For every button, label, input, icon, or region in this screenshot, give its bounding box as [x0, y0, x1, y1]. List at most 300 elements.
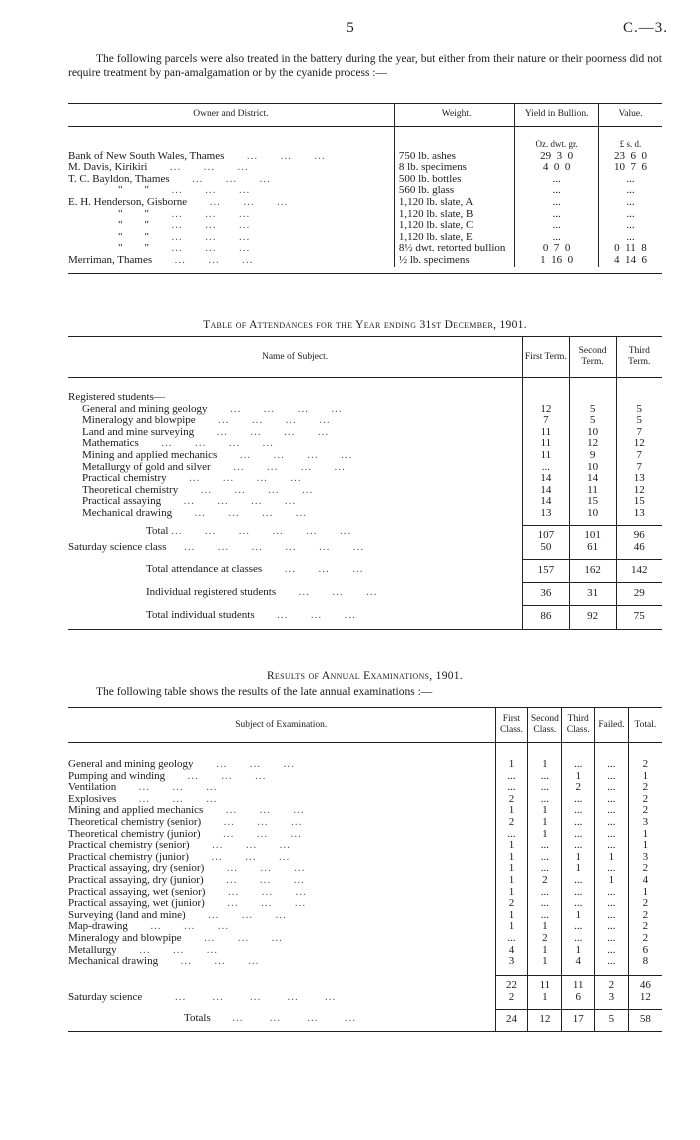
exam-subject-cell: Practical assaying, dry (senior) ... ... ...	[68, 862, 306, 875]
attendance-subject: Mineralogy and blowpipe	[82, 414, 196, 427]
parcel-owner: " "	[118, 230, 149, 243]
parcel-weight: 8 lb. specimens	[394, 162, 515, 174]
exam-subject-cell: Mechanical drawing ... ... ...	[68, 955, 260, 968]
exam-subject-cell: General and mining geology ... ... ...	[68, 758, 295, 770]
parcel-owner-cell: " " ... ... ...	[68, 232, 394, 244]
totals-second: 12	[528, 1009, 562, 1025]
header-owner: Owner and District.	[193, 109, 269, 120]
exam-subject: Practical chemistry (senior)	[68, 839, 190, 852]
results-third: 1	[562, 863, 595, 875]
results-second: 1	[528, 805, 562, 817]
attendance-table	[68, 336, 662, 630]
summary-third: 142	[616, 559, 662, 576]
attendance-first: 14	[523, 485, 569, 497]
parcel-value: ...	[598, 197, 662, 209]
saturday-second: 61	[569, 542, 616, 554]
group-label: Registered students—	[68, 391, 165, 403]
parcel-value: 4 14 6	[598, 255, 662, 267]
exam-subject: Explosives	[68, 792, 117, 805]
parcel-yield: 1 16 0	[515, 255, 599, 267]
results-second: ...	[528, 887, 562, 899]
attendance-title: Table of Attendances for the Year ending 31st December, 1901.	[203, 319, 527, 331]
attendance-third: 13	[616, 473, 662, 485]
attendance-third: 12	[616, 485, 662, 497]
attendance-subject: General and mining geology	[82, 402, 208, 415]
parcel-yield: ...	[515, 232, 599, 244]
intro-paragraph: The following parcels were also treated in the battery during the year, but either from their nature or their poorness did not require treatment by pan-amalgamation or by the cyanide process :—	[68, 53, 662, 79]
results-third: ...	[562, 898, 595, 910]
attendance-subject: Theoretical chemistry	[82, 483, 179, 496]
header-value: Value.	[598, 104, 662, 126]
saturday-first: 50	[523, 542, 569, 554]
exam-subject-cell: Practical chemistry (senior) ... ... ...	[68, 839, 291, 852]
results-failed: ...	[595, 771, 629, 783]
results-third: ...	[562, 829, 595, 841]
parcel-value: 10 7 6	[598, 162, 662, 174]
attendance-first: ...	[523, 462, 569, 474]
attendance-first: 11	[523, 427, 569, 439]
results-total: 1	[628, 829, 662, 841]
subtotal-second: 11	[528, 976, 562, 992]
exam-subject: Mining and applied mechanics	[68, 804, 204, 817]
results-second: 1	[528, 829, 562, 841]
results-total: 2	[628, 782, 662, 794]
total-label: Total	[146, 524, 169, 537]
results-failed: ...	[595, 794, 629, 806]
subtotal-total: 46	[628, 976, 662, 992]
attendance-first: 12	[523, 404, 569, 416]
results-second: ...	[528, 782, 562, 794]
saturday-third: 46	[616, 542, 662, 554]
parcel-weight: ½ lb. specimens	[394, 255, 515, 267]
saturday-class-row: Saturday science class ... ... ... ... ... ... 50 61 46	[68, 542, 662, 554]
results-failed: ...	[595, 829, 629, 841]
results-first: 1	[495, 921, 528, 933]
attendance-third: 7	[616, 462, 662, 474]
results-third: ...	[562, 840, 595, 852]
attendance-subject: Mining and applied mechanics	[82, 448, 218, 461]
parcel-owner: T. C. Bayldon, Thames	[68, 172, 170, 185]
parcel-owner: " "	[118, 242, 149, 255]
results-header-row	[68, 708, 662, 742]
attendance-third: 7	[616, 427, 662, 439]
parcel-yield: ...	[515, 220, 599, 232]
results-first: 2	[495, 817, 528, 829]
results-saturday-total: 12	[628, 992, 662, 1004]
summary-first: 36	[523, 582, 569, 599]
value-units: £ s. d.	[598, 127, 662, 151]
results-failed: ...	[595, 840, 629, 852]
results-third: ...	[562, 794, 595, 806]
results-total: 4	[628, 875, 662, 887]
results-total: 1	[628, 840, 662, 852]
results-total: 1	[628, 771, 662, 783]
subtotal-third: 11	[562, 976, 595, 992]
attendance-row	[68, 508, 662, 520]
results-table	[68, 707, 662, 1032]
summary-second: 92	[569, 605, 616, 622]
parcel-weight: 500 lb. bottles	[394, 174, 515, 186]
totals-third: 17	[562, 1009, 595, 1025]
results-failed: ...	[595, 782, 629, 794]
results-saturday-failed: 3	[595, 992, 629, 1004]
results-totals-label: Totals	[184, 1012, 211, 1025]
results-failed: ...	[595, 863, 629, 875]
results-first: ...	[495, 771, 528, 783]
header-subject: Name of Subject.	[261, 351, 329, 362]
exam-subject: Theoretical chemistry (senior)	[68, 815, 202, 828]
exam-subject-cell: Map-drawing ... ... ...	[68, 920, 230, 933]
parcel-owner: M. Davis, Kirikiri	[68, 161, 148, 174]
header-exam-subject: Subject of Examination.	[235, 719, 328, 730]
results-second: 1	[528, 945, 562, 957]
attendance-second: 9	[569, 450, 616, 462]
parcel-owner-cell: " " ... ... ...	[68, 209, 394, 221]
totals-failed: 5	[595, 1009, 629, 1025]
results-first: 1	[495, 840, 528, 852]
results-saturday-third: 6	[562, 992, 595, 1004]
results-third: ...	[562, 933, 595, 945]
parcel-weight: 1,120 lb. slate, A	[394, 197, 515, 209]
exam-subject-cell: Practical assaying, wet (junior) ... ... ...	[68, 897, 307, 910]
attendance-third: 12	[616, 438, 662, 450]
results-subtotal-row	[68, 976, 662, 992]
results-total: 3	[628, 852, 662, 864]
attendance-second: 15	[569, 496, 616, 508]
exam-subject: Map-drawing	[68, 920, 128, 933]
results-title: Results of Annual Examinations, 1901.	[266, 670, 464, 682]
parcel-weight: 1,120 lb. slate, E	[394, 232, 515, 244]
attendance-first: 11	[523, 450, 569, 462]
exam-subject-cell: Practical chemistry (junior) ... ... ...	[68, 850, 291, 863]
exam-subject-cell: Mineralogy and blowpipe ... ... ...	[68, 931, 283, 944]
results-first: 3	[495, 956, 528, 968]
summary-label-cell: Total individual students ... ... ...	[146, 609, 356, 622]
results-total: 2	[628, 910, 662, 922]
summary-label-cell: Total attendance at classes ... ... ...	[146, 563, 364, 576]
parcel-value: ...	[598, 232, 662, 244]
attendance-body	[68, 404, 662, 520]
results-third: 1	[562, 771, 595, 783]
results-total: 2	[628, 898, 662, 910]
totals-first: 24	[495, 1009, 528, 1025]
attendance-subject-cell: Land and mine surveying ... ... ... ...	[82, 425, 330, 438]
results-body	[68, 759, 662, 968]
parcel-owner-cell: E. H. Henderson, Gisborne ... ... ...	[68, 195, 289, 208]
summary-label: Individual registered students	[146, 586, 277, 599]
attendance-second: 10	[569, 508, 616, 520]
parcel-weight: 560 lb. glass	[394, 185, 515, 197]
results-total: 2	[628, 863, 662, 875]
yield-units: Oz. dwt. gr.	[515, 127, 599, 151]
exam-subject-cell: Surveying (land and mine) ... ... ...	[68, 908, 287, 921]
results-second: ...	[528, 910, 562, 922]
results-total: 2	[628, 933, 662, 945]
results-first: 2	[495, 794, 528, 806]
results-failed: ...	[595, 956, 629, 968]
parcel-owner-cell: " " ... ... ...	[68, 220, 394, 232]
parcel-owner-cell: Merriman, Thames ... ... ...	[68, 253, 254, 266]
results-third: 1	[562, 910, 595, 922]
summary-first: 86	[523, 605, 569, 622]
exam-subject: Practical assaying, dry (junior)	[68, 873, 204, 886]
results-first: 1	[495, 887, 528, 899]
results-total: 2	[628, 794, 662, 806]
results-first: 4	[495, 945, 528, 957]
attendance-subject-cell: Mineralogy and blowpipe ... ... ... ...	[82, 414, 331, 427]
summary-label-cell: Individual registered students ... ... ...	[146, 586, 378, 599]
header-first-class: First Class.	[495, 708, 528, 742]
attendance-first: 13	[523, 508, 569, 520]
attendance-summary-row	[68, 582, 662, 599]
attendance-second: 5	[569, 404, 616, 416]
parcel-owner-cell: " " ... ... ...	[68, 185, 394, 197]
exam-subject: Mineralogy and blowpipe	[68, 931, 182, 944]
results-failed: ...	[595, 805, 629, 817]
attendance-summary-row	[68, 559, 662, 576]
results-first: 1	[495, 805, 528, 817]
results-second: ...	[528, 863, 562, 875]
results-first: 1	[495, 875, 528, 887]
attendance-second: 14	[569, 473, 616, 485]
results-third: ...	[562, 805, 595, 817]
results-second: ...	[528, 771, 562, 783]
results-first: 1	[495, 852, 528, 864]
results-failed: 1	[595, 875, 629, 887]
parcel-owner: " "	[118, 219, 149, 232]
attendance-second: 11	[569, 485, 616, 497]
attendance-subject: Practical assaying	[82, 495, 162, 508]
results-third: 1	[562, 852, 595, 864]
attendance-subject-cell: Mathematics ... ... ... ...	[82, 437, 274, 450]
parcel-yield: 0 7 0	[515, 243, 599, 255]
results-failed: ...	[595, 817, 629, 829]
parcel-owner: Merriman, Thames	[68, 253, 153, 266]
attendance-first: 11	[523, 438, 569, 450]
parcel-yield: ...	[515, 209, 599, 221]
page-number: 5	[346, 20, 354, 36]
attendance-second: 10	[569, 462, 616, 474]
header-third-term: Third Term.	[616, 337, 662, 377]
results-total: 2	[628, 805, 662, 817]
results-second: 1	[528, 817, 562, 829]
parcel-yield: ...	[515, 197, 599, 209]
parcel-owner: " "	[118, 184, 149, 197]
exam-subject: Surveying (land and mine)	[68, 908, 186, 921]
exam-subject: Practical assaying, wet (junior)	[68, 897, 205, 910]
exam-subject-cell: Pumping and winding ... ... ...	[68, 769, 267, 782]
exam-subject: Ventilation	[68, 781, 117, 794]
total-first: 107	[523, 526, 569, 542]
exam-subject: General and mining geology	[68, 758, 194, 770]
attendance-third: 7	[616, 450, 662, 462]
results-first: ...	[495, 933, 528, 945]
parcel-owner: Bank of New South Wales, Thames	[68, 149, 225, 162]
parcel-value: 0 11 8	[598, 243, 662, 255]
summary-second: 31	[569, 582, 616, 599]
attendance-subject-cell: General and mining geology ... ... ... ...	[82, 402, 343, 415]
parcels-body	[68, 151, 662, 267]
results-first: 2	[495, 898, 528, 910]
exam-subject: Pumping and winding	[68, 769, 166, 782]
parcel-row	[68, 255, 662, 267]
parcel-value: ...	[598, 174, 662, 186]
attendance-subject: Metallurgy of gold and silver	[82, 460, 211, 473]
summary-label: Total individual students	[146, 609, 255, 622]
exam-subject-cell: Practical assaying, wet (senior) ... ... ...	[68, 885, 307, 898]
attendance-total-row: Total ... ... ... ... ... ... 107 101 96	[68, 526, 662, 542]
exam-subject: Metallurgy	[68, 943, 117, 956]
subtotal-first: 22	[495, 976, 528, 992]
results-total: 8	[628, 956, 662, 968]
summary-first: 157	[523, 559, 569, 576]
attendance-subject: Mechanical drawing	[82, 506, 173, 519]
results-third: 2	[562, 782, 595, 794]
results-third: ...	[562, 759, 595, 771]
exam-subject: Practical assaying, dry (senior)	[68, 862, 205, 875]
results-second: ...	[528, 852, 562, 864]
attendance-header-row	[68, 337, 662, 377]
header-yield: Yield in Bullion.	[515, 104, 599, 126]
results-third: ...	[562, 817, 595, 829]
results-second: 1	[528, 956, 562, 968]
parcel-owner-cell: " " ... ... ...	[68, 243, 394, 255]
total-second: 101	[569, 526, 616, 542]
results-third: ...	[562, 887, 595, 899]
exam-subject: Mechanical drawing	[68, 955, 159, 968]
attendance-subject-cell: Theoretical chemistry ... ... ... ...	[82, 483, 314, 496]
exam-subject: Practical chemistry (junior)	[68, 850, 189, 863]
results-row	[68, 956, 662, 968]
parcel-yield: 29 3 0	[515, 151, 599, 163]
parcel-yield: ...	[515, 185, 599, 197]
attendance-second: 12	[569, 438, 616, 450]
parcel-value: ...	[598, 185, 662, 197]
parcel-weight: 1,120 lb. slate, C	[394, 220, 515, 232]
parcel-owner: " "	[118, 207, 149, 220]
attendance-third: 13	[616, 508, 662, 520]
header-weight: Weight.	[394, 104, 515, 126]
results-total: 2	[628, 759, 662, 771]
attendance-subject-cell: Practical assaying ... ... ... ...	[82, 495, 297, 508]
attendance-third: 5	[616, 404, 662, 416]
results-second: 1	[528, 759, 562, 771]
attendance-second: 10	[569, 427, 616, 439]
parcels-table	[68, 103, 662, 274]
attendance-first: 7	[523, 415, 569, 427]
exam-subject-cell: Explosives ... ... ...	[68, 792, 218, 805]
parcel-value: ...	[598, 209, 662, 221]
attendance-subject-cell: Mining and applied mechanics ... ... ... ...	[82, 448, 353, 461]
summary-third: 75	[616, 605, 662, 622]
attendance-subject: Land and mine surveying	[82, 425, 195, 438]
results-total: 6	[628, 945, 662, 957]
results-first: 1	[495, 759, 528, 771]
attendance-subject: Mathematics	[82, 437, 139, 450]
results-failed: ...	[595, 910, 629, 922]
results-failed: ...	[595, 945, 629, 957]
results-failed: ...	[595, 921, 629, 933]
results-first: 1	[495, 910, 528, 922]
subtotal-failed: 2	[595, 976, 629, 992]
results-saturday-second: 1	[528, 992, 562, 1004]
attendance-third: 5	[616, 415, 662, 427]
header-second-class: Second Class.	[528, 708, 562, 742]
results-second: 2	[528, 933, 562, 945]
parcel-owner-cell: M. Davis, Kirikiri ... ... ...	[68, 161, 249, 174]
summary-third: 29	[616, 582, 662, 599]
header-second-term: Second Term.	[569, 337, 616, 377]
results-first: 1	[495, 863, 528, 875]
exam-subject: Practical assaying, wet (senior)	[68, 885, 206, 898]
results-total: 1	[628, 887, 662, 899]
parcel-owner-cell: Bank of New South Wales, Thames ... ... ...	[68, 149, 326, 162]
results-third: 4	[562, 956, 595, 968]
results-second: 2	[528, 875, 562, 887]
header-total: Total.	[628, 708, 662, 742]
attendance-summary	[68, 553, 662, 622]
results-second: ...	[528, 794, 562, 806]
document-reference: C.—3.	[622, 20, 668, 36]
saturday-label: Saturday science class	[68, 540, 167, 553]
parcel-value: 23 6 0	[598, 151, 662, 163]
exam-subject-cell: Mining and applied mechanics ... ... ...	[68, 804, 305, 817]
results-saturday-label: Saturday science	[68, 990, 143, 1003]
parcel-yield: 4 0 0	[515, 162, 599, 174]
results-failed: 1	[595, 852, 629, 864]
results-total: 2	[628, 921, 662, 933]
summary-label: Total attendance at classes	[146, 563, 263, 576]
parcel-weight: 1,120 lb. slate, B	[394, 209, 515, 221]
totals-total: 58	[628, 1009, 662, 1025]
parcel-owner-cell: T. C. Bayldon, Thames ... ... ...	[68, 172, 271, 185]
units-row	[68, 127, 662, 151]
attendance-summary-row	[68, 605, 662, 622]
attendance-subject-cell: Practical chemistry ... ... ... ...	[82, 472, 302, 485]
results-failed: ...	[595, 933, 629, 945]
parcel-weight: 8½ dwt. retorted bullion	[394, 243, 515, 255]
parcel-yield: ...	[515, 174, 599, 186]
exam-subject-cell: Metallurgy ... ... ...	[68, 943, 218, 956]
parcel-weight: 750 lb. ashes	[394, 151, 515, 163]
results-saturday-row: Saturday science ... ... ... ... ... 2 1 6 3 12	[68, 992, 662, 1004]
attendance-subject-cell: Mechanical drawing ... ... ... ...	[82, 506, 308, 519]
results-failed: ...	[595, 759, 629, 771]
results-second: 1	[528, 921, 562, 933]
results-failed: ...	[595, 898, 629, 910]
parcels-header-row	[68, 104, 662, 126]
results-third: ...	[562, 875, 595, 887]
header-third-class: Third Class.	[562, 708, 595, 742]
exam-subject-cell: Practical assaying, dry (junior) ... ... ...	[68, 873, 305, 886]
results-third: ...	[562, 921, 595, 933]
attendance-first: 14	[523, 496, 569, 508]
results-second: ...	[528, 840, 562, 852]
results-total: 3	[628, 817, 662, 829]
results-third: 1	[562, 945, 595, 957]
parcel-owner: E. H. Henderson, Gisborne	[68, 195, 188, 208]
exam-subject-cell: Theoretical chemistry (senior) ... ... ...	[68, 815, 303, 828]
results-first: ...	[495, 829, 528, 841]
parcel-value: ...	[598, 220, 662, 232]
results-intro: The following table shows the results of the late annual examinations :—	[96, 686, 433, 698]
results-failed: ...	[595, 887, 629, 899]
attendance-subject-cell: Metallurgy of gold and silver ... ... ... ...	[82, 460, 346, 473]
header-failed: Failed.	[595, 708, 629, 742]
results-saturday-first: 2	[495, 992, 528, 1004]
summary-second: 162	[569, 559, 616, 576]
exam-subject-cell: Theoretical chemistry (junior) ... ... ...	[68, 827, 302, 840]
